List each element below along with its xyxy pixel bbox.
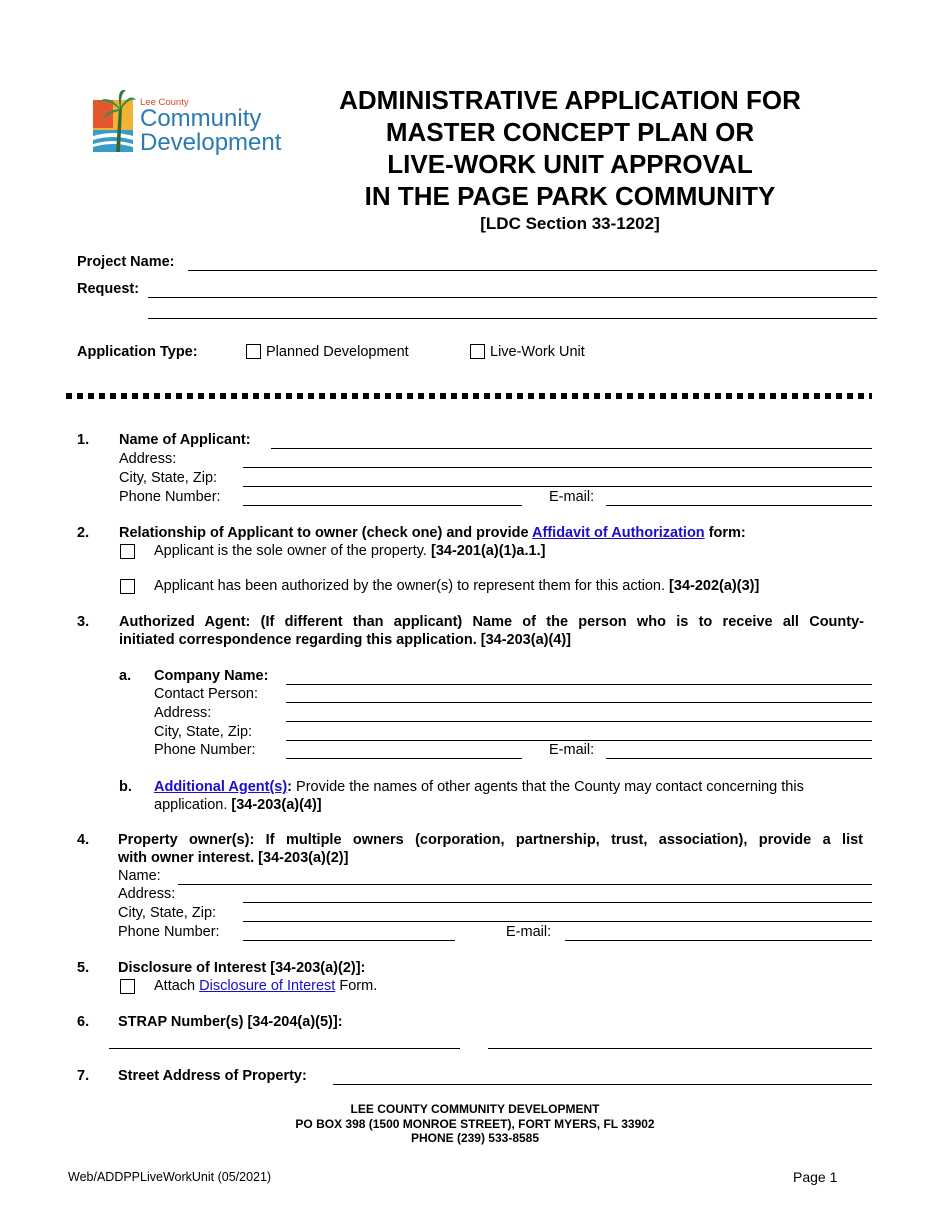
owner-city-field[interactable] — [243, 921, 872, 922]
strap-field-2[interactable] — [488, 1048, 872, 1049]
owner-address-label: Address: — [118, 886, 176, 902]
live-work-unit-label: Live-Work Unit — [490, 344, 585, 360]
title-line: LIVE-WORK UNIT APPROVAL — [387, 149, 753, 179]
applicant-email-field[interactable] — [606, 505, 872, 506]
attach-text: Attach — [154, 978, 200, 994]
section-4-number: 4. — [77, 832, 90, 848]
applicant-phone-label: Phone Number: — [119, 489, 221, 505]
owner-phone-field[interactable] — [243, 940, 455, 941]
section-1-number: 1. — [77, 432, 90, 448]
owner-city-label: City, State, Zip: — [118, 905, 217, 921]
sole-owner-text: Applicant is the sole owner of the property. — [154, 543, 431, 559]
logo-line-2: Community — [140, 105, 262, 132]
agent-address-field[interactable] — [286, 721, 872, 722]
additional-agents-colon: : — [287, 779, 293, 795]
applicant-address-field[interactable] — [243, 467, 872, 468]
logo-line-3: Development — [140, 129, 282, 156]
relationship-heading — [119, 525, 746, 541]
title-section: [LDC Section 33-1202] — [480, 214, 660, 233]
agent-city-label: City, State, Zip: — [154, 724, 253, 740]
additional-agents-text-2: application. — [154, 797, 232, 813]
request-label: Request: — [77, 281, 140, 297]
owner-email-field[interactable] — [565, 940, 872, 941]
sole-owner-checkbox[interactable] — [120, 544, 135, 559]
company-name-label: Company Name: — [154, 668, 269, 684]
applicant-name-field[interactable] — [271, 448, 872, 449]
applicant-phone-field[interactable] — [243, 505, 522, 506]
owner-name-label: Name: — [118, 868, 161, 884]
disclosure-checkbox[interactable] — [120, 979, 135, 994]
section-2-number: 2. — [77, 525, 90, 541]
street-address-field[interactable] — [333, 1084, 872, 1085]
authorized-agent-line-2: initiated correspondence regarding this application. [34-203(a)(4)] — [119, 632, 572, 648]
subsection-b-letter: b. — [119, 779, 132, 795]
company-name-field[interactable] — [286, 684, 872, 685]
additional-agents-code: [34-203(a)(4)] — [231, 797, 322, 813]
title-line: ADMINISTRATIVE APPLICATION FOR — [339, 85, 801, 115]
applicant-city-label: City, State, Zip: — [119, 470, 218, 486]
project-name-field[interactable] — [188, 270, 877, 271]
footer-address — [0, 1102, 950, 1146]
authorized-checkbox[interactable] — [120, 579, 135, 594]
authorized-label — [154, 578, 759, 594]
footer-line-2: PO BOX 398 (1500 MONROE STREET), FORT MYERS, FL 33902 — [295, 1116, 655, 1131]
sole-owner-code: [34-201(a)(1)a.1.] — [431, 543, 546, 559]
logo — [90, 86, 290, 158]
relationship-lead: Relationship of Applicant to owner (check one) and provide — [119, 525, 533, 541]
disclosure-label: Disclosure of Interest [34-203(a)(2)]: — [118, 960, 366, 976]
section-6-number: 6. — [77, 1014, 90, 1030]
applicant-city-field[interactable] — [243, 486, 872, 487]
request-field[interactable] — [148, 297, 877, 298]
owner-address-field[interactable] — [243, 902, 872, 903]
disclosure-link[interactable]: Disclosure of Interest — [199, 978, 336, 994]
project-name-label: Project Name: — [77, 254, 175, 270]
relationship-tail: form: — [704, 525, 746, 541]
authorized-code: [34-202(a)(3)] — [669, 578, 760, 594]
agent-email-field[interactable] — [606, 758, 872, 759]
owner-name-field[interactable] — [178, 884, 872, 885]
applicant-email-label: E-mail: — [549, 489, 595, 505]
subsection-a-letter: a. — [119, 668, 132, 684]
section-divider — [66, 393, 872, 399]
planned-development-checkbox[interactable] — [246, 344, 261, 359]
additional-agents-text: Provide the names of other agents that the County may contact concerning this — [292, 779, 804, 795]
agent-city-field[interactable] — [286, 740, 872, 741]
contact-person-label: Contact Person: — [154, 686, 258, 702]
logo-line-1: Lee County — [140, 97, 189, 108]
section-7-number: 7. — [77, 1068, 90, 1084]
additional-agents-link[interactable]: Additional Agent(s) — [154, 779, 288, 795]
footer-line-1: LEE COUNTY COMMUNITY DEVELOPMENT — [350, 1102, 600, 1116]
form-title — [300, 84, 840, 236]
owner-phone-label: Phone Number: — [118, 924, 220, 940]
page-number: Page 1 — [793, 1169, 838, 1185]
contact-person-field[interactable] — [286, 702, 872, 703]
property-owners-line-1: Property owner(s): If multiple owners (corporation, partnership, trust, association), provide a list — [118, 832, 863, 848]
agent-address-label: Address: — [154, 705, 212, 721]
applicant-address-label: Address: — [119, 451, 177, 467]
agent-email-label: E-mail: — [549, 742, 595, 758]
title-line: IN THE PAGE PARK COMMUNITY — [364, 181, 776, 211]
property-owners-line-2: with owner interest. [34-203(a)(2)] — [118, 850, 349, 866]
footer-line-3: PHONE (239) 533-8585 — [410, 1131, 540, 1145]
planned-development-label: Planned Development — [266, 344, 409, 360]
agent-phone-field[interactable] — [286, 758, 522, 759]
sole-owner-label — [154, 543, 545, 559]
live-work-unit-checkbox[interactable] — [470, 344, 485, 359]
strap-field-1[interactable] — [109, 1048, 460, 1049]
title-line: MASTER CONCEPT PLAN OR — [385, 117, 755, 147]
additional-agents-line-2 — [154, 797, 322, 813]
section-5-number: 5. — [77, 960, 90, 976]
street-address-label: Street Address of Property: — [118, 1068, 307, 1084]
application-type-label: Application Type: — [77, 344, 198, 360]
request-field-line-2[interactable] — [148, 318, 877, 319]
additional-agents-line-1 — [154, 779, 804, 795]
section-3-number: 3. — [77, 614, 90, 630]
strap-label: STRAP Number(s) [34-204(a)(5)]: — [118, 1014, 343, 1030]
applicant-name-label: Name of Applicant: — [119, 432, 251, 448]
authorized-agent-line-1: Authorized Agent: (If different than applicant) Name of the person who is to receive all County- — [119, 614, 864, 630]
authorized-text: Applicant has been authorized by the owner(s) to represent them for this action. — [154, 578, 670, 594]
affidavit-link[interactable]: Affidavit of Authorization — [532, 525, 705, 541]
agent-phone-label: Phone Number: — [154, 742, 256, 758]
palm-tree-logo-icon — [90, 86, 136, 156]
disclosure-attach-line — [154, 978, 377, 994]
form-id: Web/ADDPPLiveWorkUnit (05/2021) — [68, 1170, 272, 1184]
owner-email-label: E-mail: — [506, 924, 552, 940]
form-text: Form. — [335, 978, 378, 994]
